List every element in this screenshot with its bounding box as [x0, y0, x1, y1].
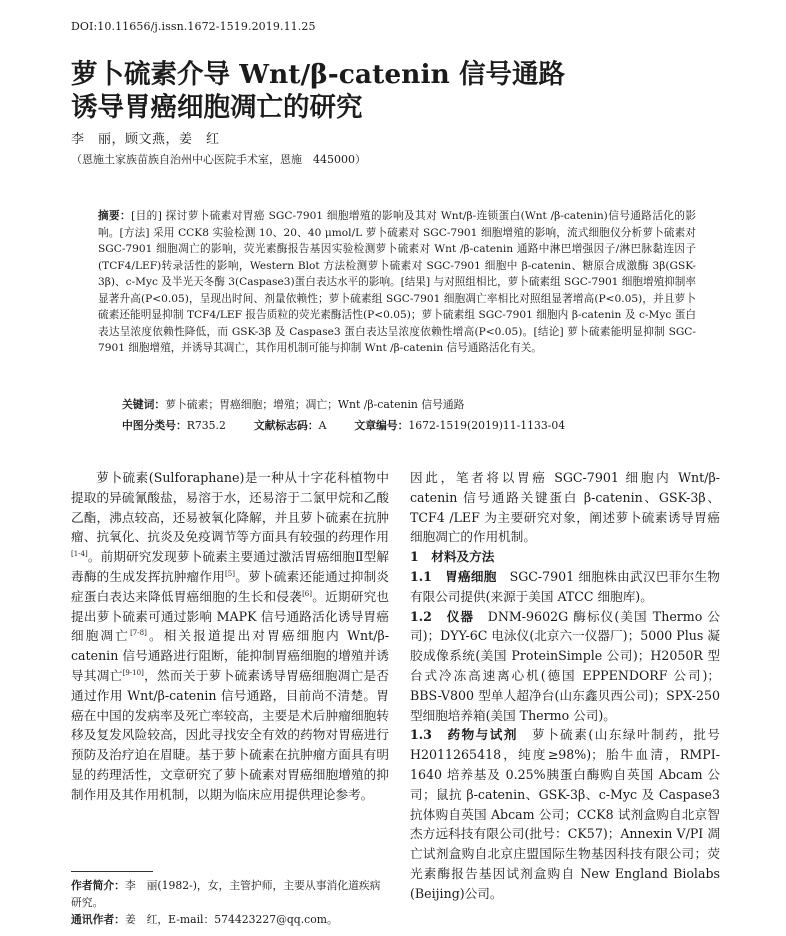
article-title: [71, 58, 751, 124]
article-meta: [122, 418, 593, 433]
article-label: 文章编号：: [354, 419, 409, 432]
citation: [7-8]: [130, 629, 147, 638]
citation: [1-4]: [71, 550, 88, 558]
clc-value: R735.2: [186, 419, 226, 432]
bio-text: 李 丽(1982-)，女，主管护师，主要从事消化道疾病研究。: [71, 879, 381, 909]
article-value: 1672-1519(2019)11-1133-04: [408, 419, 566, 432]
subsection-1-2: [410, 607, 720, 726]
article-number: [354, 418, 565, 433]
subsection-1-1-label: 1.1 胃癌细胞: [410, 568, 497, 584]
code-label: 文献标志码：: [253, 419, 319, 432]
keywords-label: 关键词：: [122, 398, 166, 411]
footnote-divider: [71, 871, 153, 872]
code-value: A: [318, 419, 327, 432]
corresponding-author: [71, 911, 389, 928]
title-line-1: 萝卜硫素介导 Wnt/β-catenin 信号通路: [71, 59, 566, 90]
keywords-text: 萝卜硫素；胃癌细胞；增殖；凋亡；Wnt /β-catenin 信号通路: [165, 398, 465, 411]
subsection-1-2-text: DNM-9602G 酶标仪(美国 Thermo 公司)；DYY-6C 电泳仪(北京六一仪器厂)；5000 Plus 凝胶成像系统(美国 ProteinSimple 公司)；H2050R 型台式冷冻高速离心机(德国 EPPENDORF 公司)；BBS-V800 型单人超净台(山东鑫贝西公司)；SPX-250 型细胞培养箱(美国 Thermo 公司)。: [410, 608, 721, 723]
corr-text: 姜 红，E-mail：574423227@qq.com。: [124, 913, 338, 926]
intro-text-3: 。萝卜硫素还能通过抑制炎症蛋白表达来降低胃癌细胞的生长和侵袭: [71, 568, 390, 604]
abstract-label: 摘要：: [98, 210, 132, 222]
citation: [5]: [225, 569, 235, 578]
subsection-1-2-label: 1.2 仪器: [410, 608, 475, 624]
bio-label: 作者简介：: [71, 879, 125, 892]
affiliation: （恩施土家族苗族自治州中心医院手术室，恩施 445000）: [71, 153, 366, 166]
intro-text-4: 。近期研究也提出萝卜硫素可通过影响 MAPK 信号通路活化诱导胃癌细胞凋亡: [71, 588, 390, 644]
document-code: [254, 418, 327, 433]
right-column: [410, 468, 720, 904]
abstract-text: [目的] 探讨萝卜硫素对胃癌 SGC-7901 细胞增殖的影响及其对 Wnt/β-连锁蛋白(Wnt /β-catenin)信号通路活化的影响。[方法] 采用 CCK8 实验检测 10、20、40 μmol/L 萝卜硫素对 SGC-7901 细胞增殖的影响，流式细胞仪分析萝卜硫素对 SGC-7901 细胞凋亡的影响，荧光素酶报告基因实验检测萝卜硫素对 Wnt /β-catenin 通路中淋巴增强因子/淋巴脉黏连因子(TCF4/LEF)转录活性的影响，Western Blot 方法检测萝卜硫素对 SGC-7901 细胞中 β-catenin、糖原合成激酶 3β(GSK-3β)、c-Myc 及半光天冬酶 3(Caspase3)蛋白表达水平的影响。[结果] 与对照组相比，萝卜硫素组 SGC-7901 细胞增殖抑制率显著升高(P<0.05)，呈现出时间、剂量依赖性；萝卜硫素组 SGC-7901 细胞凋亡率相比对照组显著增高(P<0.05)，并且萝卜硫素还能明显抑制 TCF4/LEF 报告质粒的荧光素酶活性(P<0.05)；萝卜硫素组 SGC-7901 细胞内 β-catenin 及 c-Myc 蛋白表达呈浓度依赖性降低，而 GSK-3β 及 Caspase3 蛋白表达呈浓度依赖性增高(P<0.05)。[结论] 萝卜硫素能明显抑制 SGC-7901 细胞增殖，并诱导其凋亡，其作用机制可能与抑制 Wnt /β-catenin 信号通路活化有关。: [98, 210, 697, 354]
footnotes: [71, 877, 389, 928]
keywords: [122, 397, 464, 412]
subsection-1-3-text: 萝卜硫素(山东绿叶制药，批号 H2011265418，纯度≥98%)；胎牛血清，RMPI-1640 培养基及 0.25%胰蛋白酶购自英国 Abcam 公司；鼠抗 β-catenin、GSK-3β、c-Myc 及 Caspase3 抗体购自英国 Abcam 公司；CCK8 试剂盒购自北京智杰方远科技有限公司(批号：CK57)；Annexin V/PI 凋亡试剂盒购自北京庄盟国际生物基因科技有限公司；荧光素酶报告基因试剂盒购自 New England Biolabs (Beijing)公司。: [410, 727, 720, 901]
intro-continued: 因此，笔者将以胃癌 SGC-7901 细胞内 Wnt/β-catenin 信号通路关键蛋白 β-catenin、GSK-3β、TCF4 /LEF 为主要研究对象，阐述萝卜硫素诱导胃癌细胞凋亡的作用机制。: [410, 470, 720, 545]
clc-number: [122, 418, 226, 433]
subsection-1-3-label: 1.3 药物与试剂: [410, 727, 518, 743]
section-heading: 1 材料及方法: [410, 549, 495, 565]
title-line-2: 诱导胃癌细胞凋亡的研究: [71, 92, 363, 123]
clc-label: 中图分类号：: [122, 419, 187, 432]
intro-paragraph: [71, 468, 389, 805]
author-bio: [71, 877, 389, 911]
intro-text-5: 。相关报道提出对胃癌细胞内 Wnt/β-catenin 信号通路进行阻断，能抑制胃癌细胞的增殖并诱导其凋亡: [71, 628, 389, 683]
subsection-1-3: [410, 725, 720, 903]
subsection-1-1-text: SGC-7901 细胞株由武汉巴菲尔生物有限公司提供(来源于美国 ATCC 细胞库)。: [410, 568, 720, 604]
intro-text-1: 萝卜硫素(Sulforaphane)是一种从十字花科植物中提取的异硫氰酸盐，易溶于水，还易溶于二氯甲烷和乙酸乙酯，沸点较高，还易被氧化降解，并且萝卜硫素在抗肿瘤、抗氧化、抗炎及免疫调节等方面具有较强的药理作用: [71, 470, 389, 545]
intro-text-2: 。前期研究发现萝卜硫素主要通过激活胃癌细胞Ⅱ型解毒酶的生成发挥抗肿瘤作用: [71, 549, 389, 584]
corr-label: 通讯作者：: [71, 913, 125, 926]
subsection-1-1: [410, 567, 720, 607]
doi: DOI:10.11656/j.issn.1672-1519.2019.11.25: [71, 20, 316, 33]
abstract: [98, 208, 696, 357]
citation: [6]: [302, 589, 312, 598]
left-column: [71, 468, 389, 805]
citation: [9-10]: [122, 668, 144, 677]
authors: 李 丽，顾文燕，姜 红: [71, 132, 220, 147]
intro-text-6: ，然而关于萝卜硫素诱导胃癌细胞凋亡是否通过作用 Wnt/β-catenin 信号通路，目前尚不清楚。胃癌在中国的发病率及死亡率较高，主要是术后肿瘤细胞转移及复发风险较高，因此寻找安全有效的药物对胃癌进行预防及治疗迫在眉睫。基于萝卜硫素在抗肿瘤方面具有明显的药理活性，文章研究了萝卜硫素对胃癌细胞增殖的抑制作用及其作用机制，以期为临床应用提供理论参考。: [71, 667, 390, 802]
